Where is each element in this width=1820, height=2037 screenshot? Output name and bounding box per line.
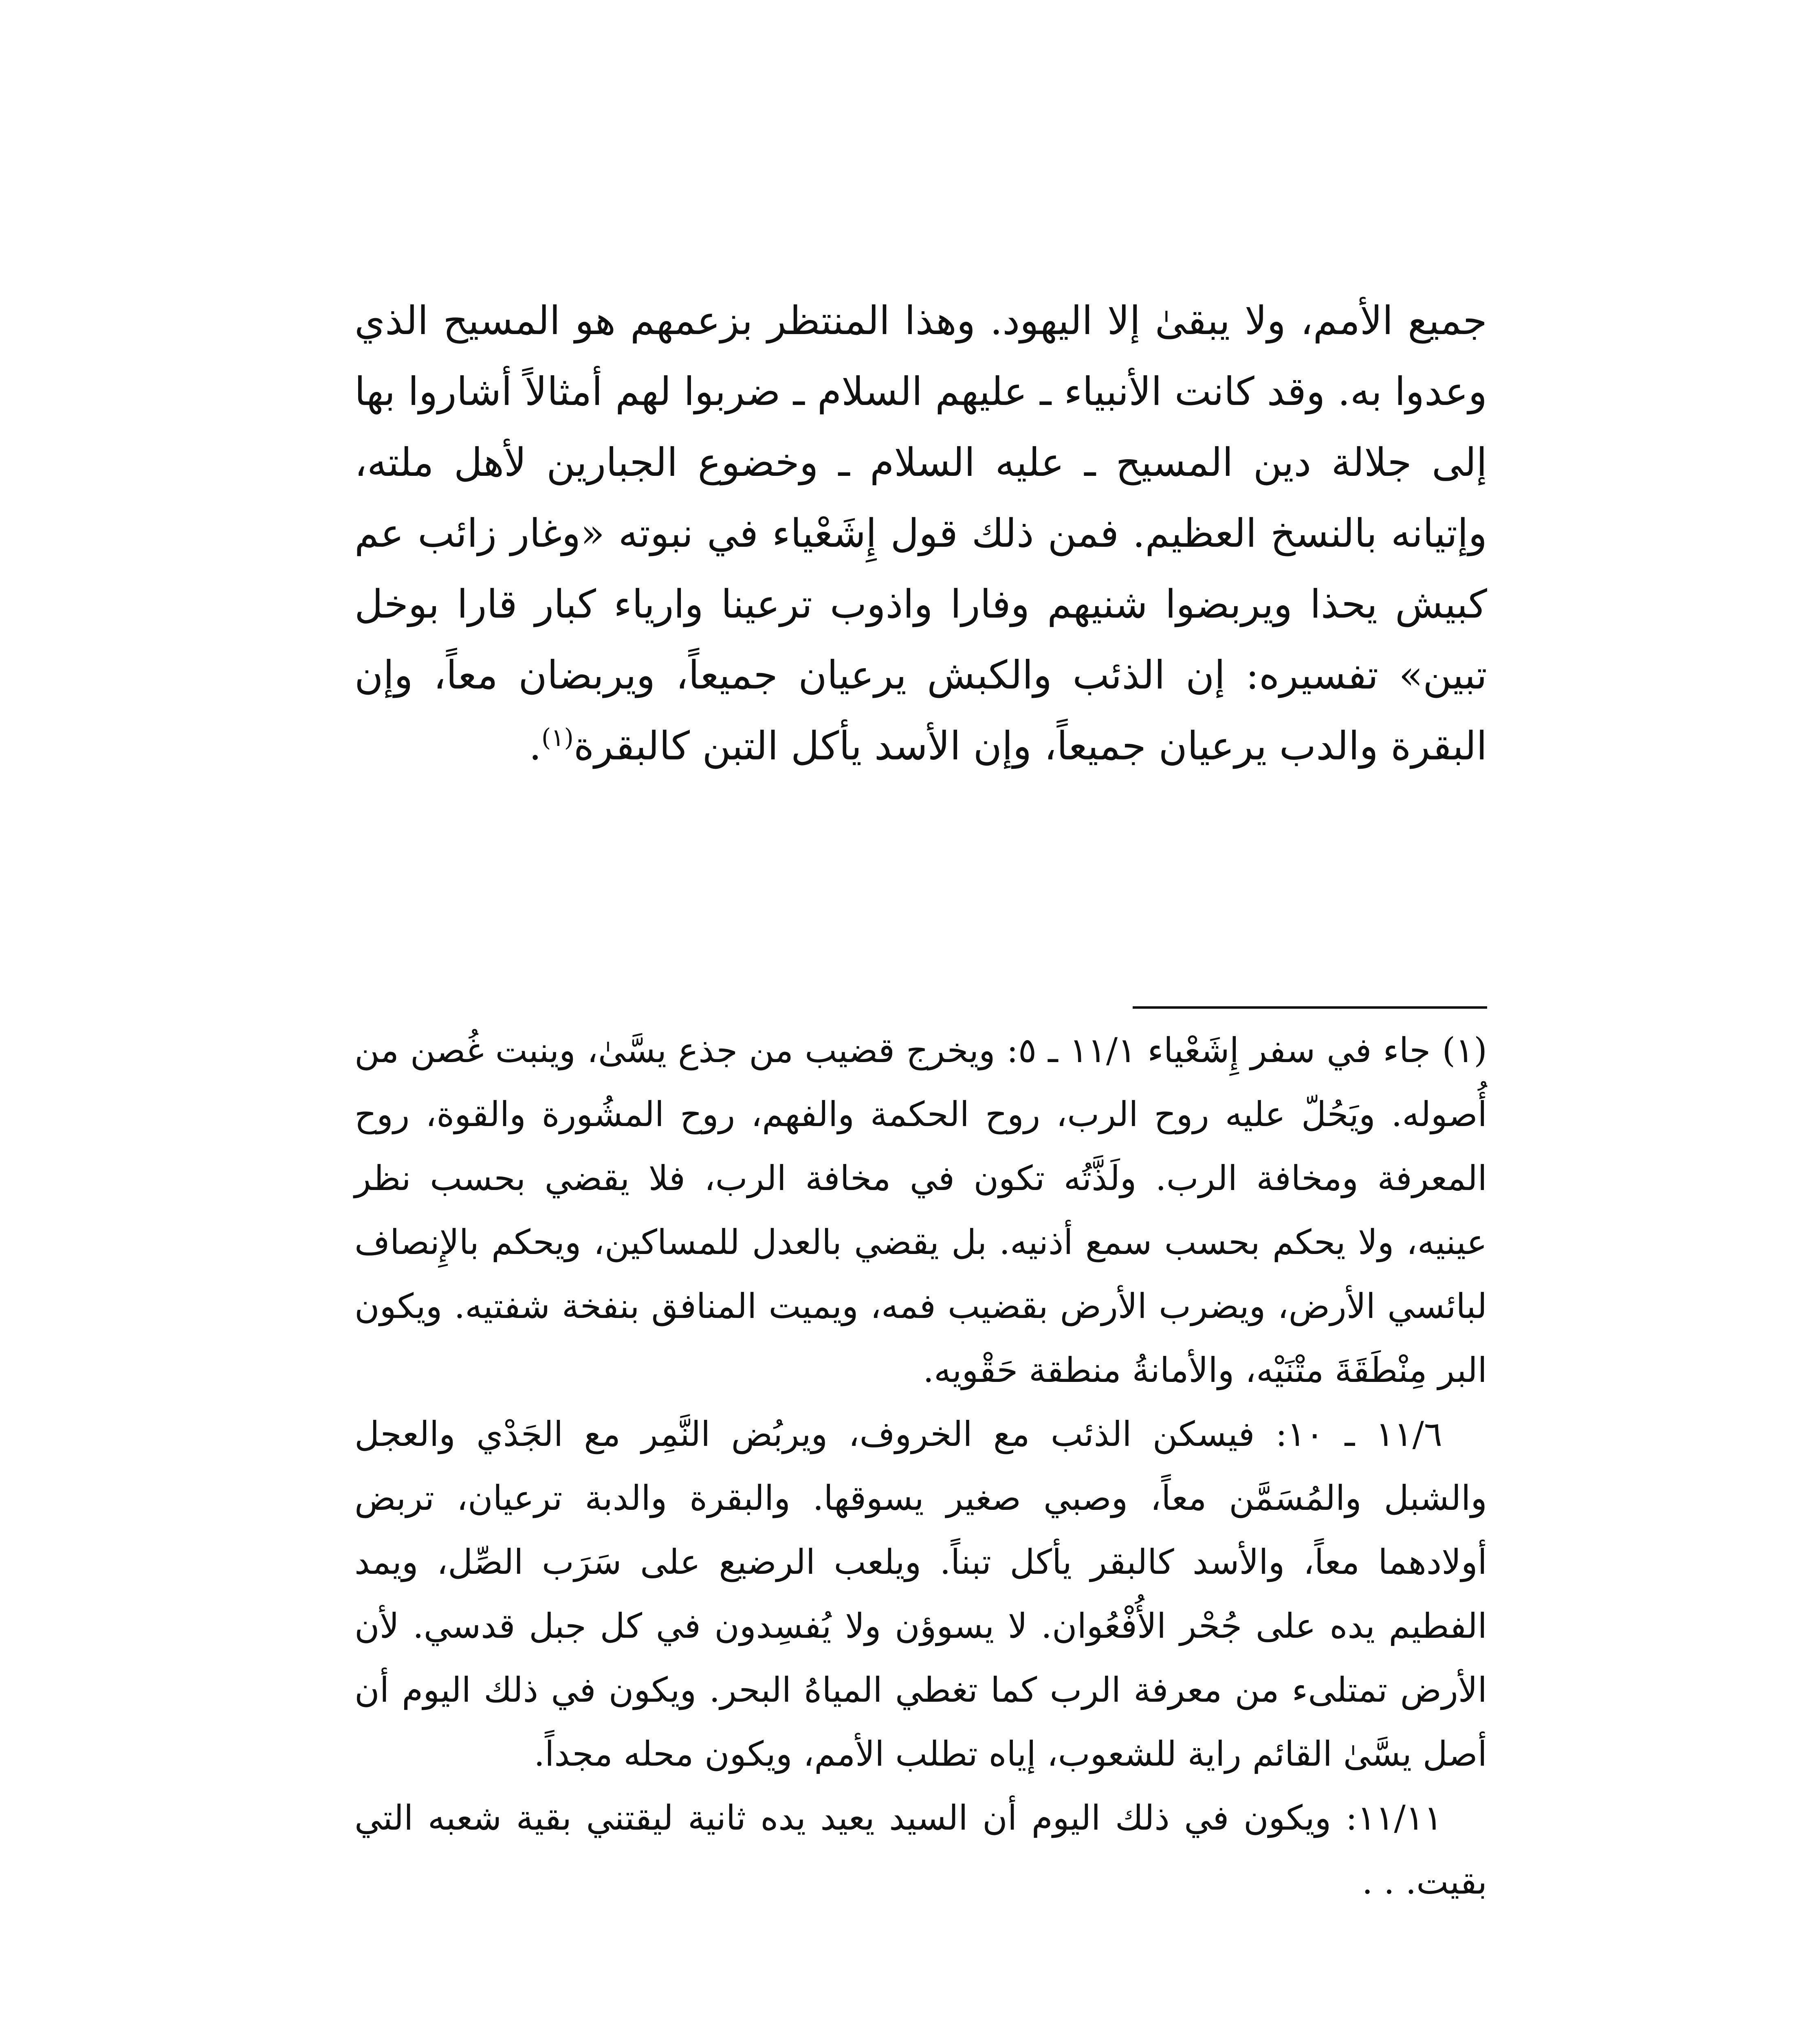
footnote-continuation-2: ١١/٦ ـ ١٠: فيسكن الذئب مع الخروف، ويربُض النَّمِر مع الجَدْي والعجل والشبل والمُسَمَّن معاً، وصبي صغير يسوقها. والبقرة والدبة ترعيان، تربض أولادهما معاً، والأسد كالبقر يأكل تبناً. ويلعب الرضيع على سَرَب الصِّل، ويمد الفطيم يده على جُحْر الأُفْعُوان. لا يسوؤن ولا يُفسِدون في كل جبل قدسي. لأن الأرض تمتلىء من معرفة الرب كما تغطي المياهُ البحر. ويكون في ذلك اليوم أن أصل يسَّىٰ القائم راية للشعوب، إياه تطلب الأمم، ويكون محله مجداً.: [354, 1414, 1487, 1774]
main-paragraph: [354, 285, 1487, 781]
main-paragraph-text: جميع الأمم، ولا يبقىٰ إلا اليهود. وهذا المنتظر بزعمهم هو المسيح الذي وعدوا به. وقد كانت الأنبياء ـ عليهم السلام ـ ضربوا لهم أمثالاً أشاروا بها إلى جلالة دين المسيح ـ عليه السلام ـ وخضوع الجبارين لأهل ملته، وإتيانه بالنسخ العظيم. فمن ذلك قول إِشَعْياء في نبوته «وغار زائب عم كبيش يحذا ويربضوا شنيهم وفارا واذوب ترعينا وارياء كبار قارا بوخل تبين» تفسيره: إن الذئب والكبش يرعيان جميعاً، ويربضان معاً، وإن البقرة والدب يرعيان جميعاً، وإن الأسد يأكل التبن كالبقرة: [354, 298, 1488, 769]
footnote-continuation-3: ١١/١١: ويكون في ذلك اليوم أن السيد يعيد يده ثانية ليقتني بقية شعبه التي بقيت. . .: [354, 1798, 1487, 1902]
main-text: [354, 285, 1487, 781]
footnotes: [354, 1018, 1487, 1914]
footnote-1: (١) جاء في سفر إِشَعْياء ١١/١ ـ ٥: ويخرج قضيب من جذع يسَّىٰ، وينبت غُصن من أُصوله. ويَحُلّ عليه روح الرب، روح الحكمة والفهم، روح المشُورة والقوة، روح المعرفة ومخافة الرب. ولَذَّتُه تكون في مخافة الرب، فلا يقضي بحسب نظر عينيه، ولا يحكم بحسب سمع أذنيه. بل يقضي بالعدل للمساكين، ويحكم بالإِنصاف لبائسي الأرض، ويضرب الأرض بقضيب فمه، ويميت المنافق بنفخة شفتيه. ويكون البر مِنْطَقَةَ متْنَيْه، والأمانةُ منطقة حَقْويه.: [354, 1030, 1488, 1390]
footnote-separator: [1133, 1006, 1487, 1009]
main-paragraph-end: .: [529, 723, 541, 769]
footnote-reference: (١): [541, 724, 574, 752]
